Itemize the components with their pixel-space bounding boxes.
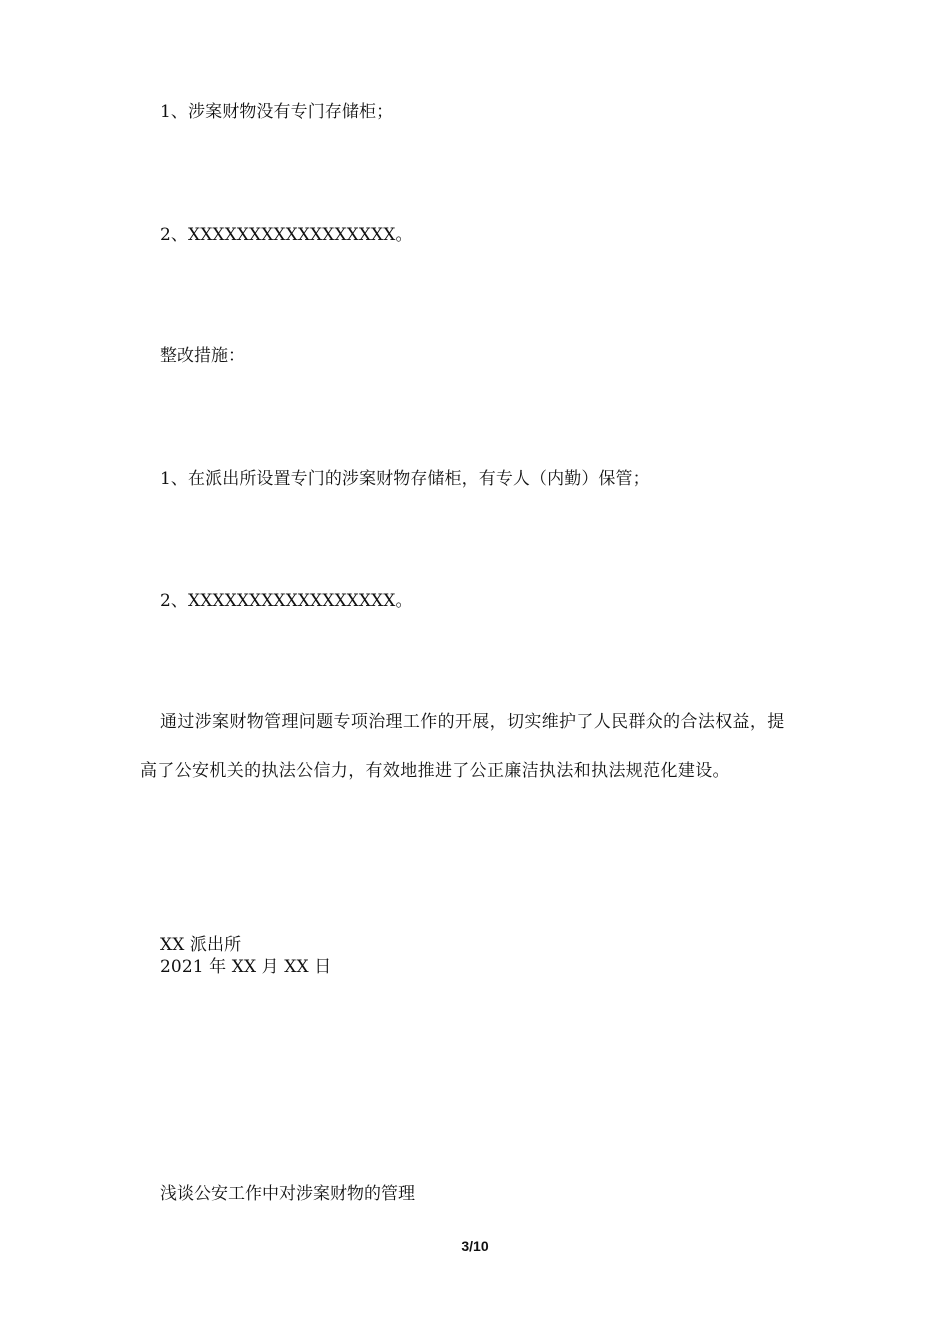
issue-item-2: 2、XXXXXXXXXXXXXXXXX。	[160, 225, 413, 245]
measures-heading: 整改措施：	[160, 346, 245, 366]
page-number: 3/10	[461, 1238, 489, 1254]
signature-date: 2021 年 XX 月 XX 日	[160, 957, 332, 977]
next-article-title: 浅谈公安工作中对涉案财物的管理	[160, 1184, 415, 1204]
signature-organization: XX 派出所	[160, 935, 242, 955]
measure-item-2: 2、XXXXXXXXXXXXXXXXX。	[160, 591, 413, 611]
issue-item-1: 1、涉案财物没有专门存储柜；	[160, 102, 394, 122]
conclusion-paragraph: 通过涉案财物管理问题专项治理工作的开展，切实维护了人民群众的合法权益，提高了公安机关的执法公信力，有效地推进了公正廉洁执法和执法规范化建设。	[140, 712, 785, 781]
measure-item-1: 1、在派出所设置专门的涉案财物存储柜，有专人（内勤）保管；	[160, 469, 650, 489]
